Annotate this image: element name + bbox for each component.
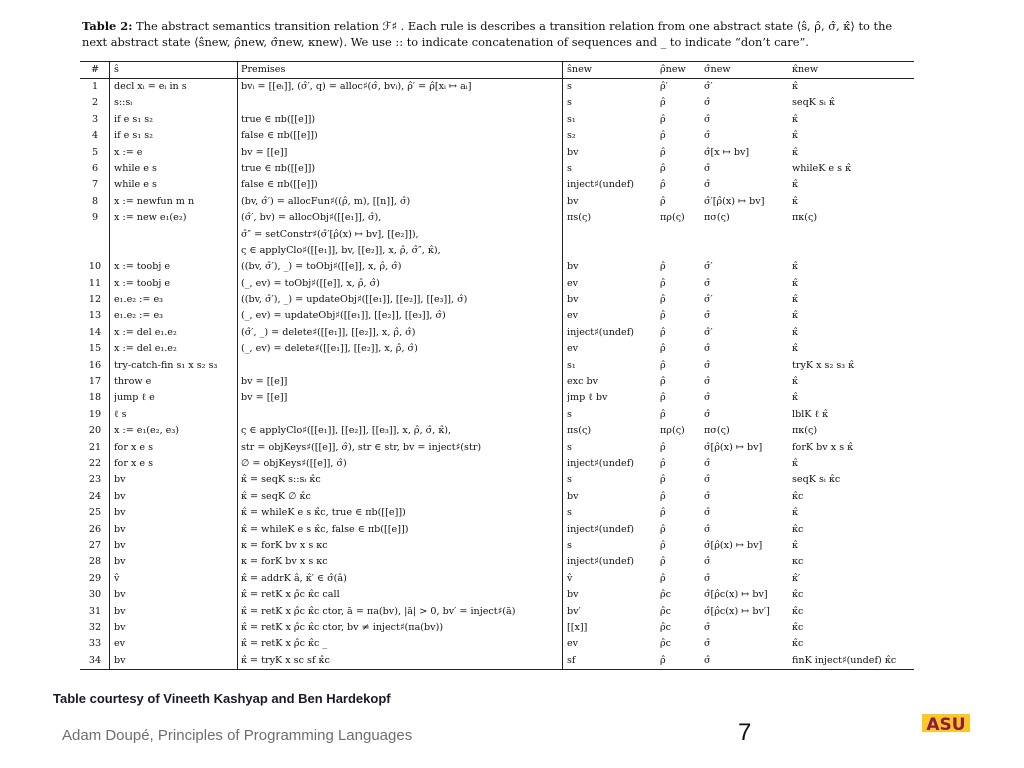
cell-env-new: ρ̂	[660, 277, 666, 289]
cell-store-new: σ̂	[704, 392, 711, 404]
cell-state-new: bv	[567, 294, 579, 306]
cell-premises: (_, ev) = toObj♯([[e]], x, ρ̂, σ̂)	[241, 277, 380, 289]
cell-state-new: bv	[567, 589, 579, 601]
cell-env-new: ρ̂	[660, 195, 666, 207]
cell-cont-new: κ̂	[792, 261, 798, 273]
cell-state: x := e	[114, 146, 143, 158]
cell-premises: true ∈ πb([[e]])	[241, 113, 316, 125]
cell-state: bv	[114, 523, 126, 535]
cell-env-new: ρ̂c	[660, 605, 672, 617]
cell-state-new: πs(ς)	[567, 425, 592, 437]
cell-cont-new: κ̂	[792, 294, 798, 306]
cell-rule-number: 27	[88, 539, 102, 551]
cell-rule-number: 33	[88, 638, 102, 650]
cell-env-new: ρ̂	[660, 507, 666, 519]
cell-env-new: πρ(ς)	[660, 212, 685, 224]
cell-cont-new: πκ(ς)	[792, 212, 818, 224]
cell-premises: ∅ = objKeys♯([[e]], σ̂)	[241, 457, 347, 469]
cell-store-new: σ̂	[704, 457, 711, 469]
table-row	[80, 79, 914, 95]
cell-premises: κ̂ = retK x ρ̂c κ̂c _	[241, 638, 328, 650]
cell-rule-number: 20	[88, 425, 102, 437]
cell-cont-new: forK bv x s κ̂	[792, 441, 854, 453]
table-row	[80, 341, 914, 357]
cell-store-new: σ̂	[704, 654, 711, 666]
table-row	[80, 407, 914, 423]
cell-env-new: ρ̂	[660, 556, 666, 568]
table-row	[80, 538, 914, 554]
cell-state: x := del e₁.e₂	[114, 326, 177, 338]
cell-store-new: σ̂[ρ̂c(x) ↦ bv′]	[704, 605, 770, 617]
cell-premises: bv = [[e]]	[241, 146, 288, 158]
cell-cont-new: κ̂	[792, 81, 798, 92]
cell-state: x := toobj e	[114, 261, 171, 273]
cell-state-new: bv′	[567, 605, 581, 617]
cell-cont-new: κ̂	[792, 179, 798, 191]
cell-env-new: ρ̂	[660, 97, 666, 109]
cell-store-new: πσ(ς)	[704, 425, 730, 437]
logo-text: ASU	[926, 715, 966, 735]
cell-rule-number: 17	[88, 376, 102, 388]
cell-premises: false ∈ πb([[e]])	[241, 179, 318, 191]
cell-state: x := new e₁(e₂)	[114, 212, 187, 224]
cell-store-new: σ̂	[704, 310, 711, 322]
cell-store-new: σ̂	[704, 130, 711, 142]
cell-env-new: πρ(ς)	[660, 425, 685, 437]
cell-env-new: ρ̂	[660, 310, 666, 322]
cell-state: bv	[114, 490, 126, 502]
cell-store-new: σ̂	[704, 572, 711, 584]
cell-premises: κ̂ = retK x ρ̂c κ̂c ctor, ā = πa(bv), |ā| > 0, bv′ = inject♯(ā)	[241, 605, 516, 617]
cell-store-new: σ̂	[704, 490, 711, 502]
cell-state: for x e s	[114, 457, 154, 469]
cell-state-new: ev	[567, 310, 579, 322]
cell-env-new: ρ̂	[660, 162, 666, 174]
asu-logo	[922, 711, 970, 735]
cell-state-new: s₂	[567, 130, 576, 142]
table-row	[80, 390, 914, 406]
cell-rule-number: 23	[88, 474, 102, 486]
cell-env-new: ρ̂′	[660, 81, 668, 92]
cell-state-new: bv	[567, 146, 579, 158]
cell-rule-number: 8	[91, 195, 99, 207]
cell-env-new: ρ̂	[660, 539, 666, 551]
table-row	[80, 145, 914, 161]
cell-state-new: inject♯(undef)	[567, 556, 634, 568]
header-state-new: ŝnew	[567, 64, 592, 75]
cell-premises: (_, ev) = updateObj♯([[e₁]], [[e₂]], [[e₃]], σ̂)	[241, 310, 446, 322]
cell-state: try-catch-fin s₁ x s₂ s₃	[114, 359, 218, 371]
cell-premises: κ̂ = whileK e s κ̂c, false ∈ πb([[e]])	[241, 523, 409, 535]
table-row	[80, 227, 914, 243]
cell-env-new: ρ̂	[660, 392, 666, 404]
cell-store-new: σ̂	[704, 179, 711, 191]
cell-premises: ς ∈ applyClo♯([[e₁]], [[e₂]], [[e₃]], x, ρ̂, σ̂, κ̂),	[241, 425, 452, 437]
cell-state: bv	[114, 507, 126, 519]
cell-state-new: ev	[567, 277, 579, 289]
table-row	[80, 161, 914, 177]
cell-rule-number: 32	[88, 621, 102, 633]
cell-state-new: s	[567, 97, 572, 109]
cell-cont-new: κc	[792, 556, 804, 568]
cell-store-new: σ̂′	[704, 261, 713, 273]
cell-env-new: ρ̂	[660, 572, 666, 584]
table-row	[80, 95, 914, 111]
cell-premises: κ = forK bv x s κc	[241, 556, 328, 568]
cell-state-new: exc bv	[567, 376, 599, 388]
table-row	[80, 636, 914, 652]
caption-text: The abstract semantics transition relation ℱ♯ . Each rule is describes a transition relation from one abstract state ⟨ŝ, ρ̂, σ̂, κ̂⟩ to the next abstract state ⟨ŝnew, ρ̂new, σ̂new, κnew⟩. We use :: to indicate concatenation of sequences and _ to indicate “don’t care”.	[82, 19, 893, 49]
cell-premises: true ∈ πb([[e]])	[241, 162, 316, 174]
cell-cont-new: κ̂	[792, 146, 798, 158]
cell-premises: str = objKeys♯([[e]], σ̂), str ∈ str, bv = inject♯(str)	[241, 441, 482, 453]
cell-cont-new: κ̂c	[792, 621, 804, 633]
cell-cont-new: κ̂	[792, 343, 798, 355]
cell-store-new: σ̂	[704, 97, 711, 109]
cell-store-new: πσ(ς)	[704, 212, 730, 224]
cell-state-new: sf	[567, 654, 576, 666]
cell-state: while e s	[114, 162, 157, 174]
cell-env-new: ρ̂	[660, 376, 666, 388]
table-row	[80, 112, 914, 128]
cell-premises: false ∈ πb([[e]])	[241, 130, 318, 142]
cell-store-new: σ̂	[704, 359, 711, 371]
cell-rule-number: 5	[91, 146, 99, 158]
cell-state: decl xᵢ = eᵢ in s	[114, 81, 187, 92]
cell-state-new: bv	[567, 261, 579, 273]
table-row	[80, 292, 914, 308]
cell-premises: κ̂ = whileK e s κ̂c, true ∈ πb([[e]])	[241, 507, 406, 519]
cell-premises: κ̂ = retK x ρ̂c κ̂c call	[241, 589, 340, 601]
cell-state-new: s	[567, 408, 572, 420]
cell-state: throw e	[114, 376, 152, 388]
cell-rule-number: 12	[88, 294, 102, 306]
cell-cont-new: κ̂′	[792, 572, 801, 584]
cell-env-new: ρ̂	[660, 130, 666, 142]
table-credit: Table courtesy of Vineeth Kashyap and Ben Hardekopf	[53, 691, 391, 706]
table-header-row	[80, 62, 914, 79]
cell-rule-number: 6	[91, 162, 99, 174]
cell-rule-number: 14	[88, 326, 102, 338]
table-row	[80, 194, 914, 210]
table-row	[80, 505, 914, 521]
cell-state-new: ev	[567, 638, 579, 650]
header-cont-new: κ̂new	[792, 64, 819, 75]
cell-state-new: s	[567, 539, 572, 551]
header-env-new: ρ̂new	[660, 64, 686, 75]
cell-premises: ((bv, σ̂′), _) = updateObj♯([[e₁]], [[e₂]], [[e₃]], σ̂)	[241, 294, 468, 306]
cell-rule-number: 11	[88, 277, 102, 289]
cell-env-new: ρ̂	[660, 654, 666, 666]
table-row	[80, 620, 914, 636]
cell-rule-number: 19	[88, 408, 102, 420]
cell-cont-new: κ̂	[792, 195, 798, 207]
cell-store-new: σ̂	[704, 638, 711, 650]
cell-store-new: σ̂	[704, 113, 711, 125]
cell-env-new: ρ̂c	[660, 621, 672, 633]
table-row	[80, 472, 914, 488]
cell-cont-new: κ̂c	[792, 638, 804, 650]
cell-cont-new: lblK ℓ κ̂	[792, 408, 829, 420]
cell-env-new: ρ̂	[660, 474, 666, 486]
header-store-new: σ̂new	[704, 64, 731, 75]
table-row	[80, 440, 914, 456]
cell-state-new: s	[567, 441, 572, 453]
cell-state-new: s	[567, 162, 572, 174]
cell-cont-new: κ̂	[792, 376, 798, 388]
cell-cont-new: πκ(ς)	[792, 425, 818, 437]
cell-premises: κ̂ = addrK â, κ̂′ ∈ σ̂(â)	[241, 572, 347, 584]
table-row	[80, 177, 914, 193]
table-row	[80, 587, 914, 603]
cell-cont-new: whileK e s κ̂	[792, 162, 852, 174]
cell-cont-new: κ̂	[792, 392, 798, 404]
cell-cont-new: finK inject♯(undef) κ̂c	[792, 654, 897, 666]
cell-env-new: ρ̂	[660, 408, 666, 420]
cell-state-new: πs(ς)	[567, 212, 592, 224]
table-row	[80, 243, 914, 259]
cell-cont-new: κ̂	[792, 326, 798, 338]
header-rule-number: #	[90, 64, 100, 75]
table-row	[80, 489, 914, 505]
cell-premises: (_, ev) = delete♯([[e₁]], [[e₂]], x, ρ̂, σ̂)	[241, 343, 418, 355]
transition-rules-table	[80, 61, 914, 670]
table-row	[80, 259, 914, 275]
cell-state: for x e s	[114, 441, 154, 453]
cell-rule-number: 13	[88, 310, 102, 322]
table-row	[80, 423, 914, 439]
cell-premises: κ̂ = seqK ∅ κ̂c	[241, 490, 311, 502]
cell-rule-number: 28	[88, 556, 102, 568]
cell-state: x := del e₁.e₂	[114, 343, 177, 355]
cell-premises: bv = [[e]]	[241, 392, 288, 404]
cell-state-new: inject♯(undef)	[567, 179, 634, 191]
footer-author: Adam Doupé, Principles of Programming Languages	[62, 727, 413, 744]
cell-env-new: ρ̂	[660, 490, 666, 502]
cell-env-new: ρ̂	[660, 179, 666, 191]
cell-state: jump ℓ e	[114, 392, 155, 404]
cell-state: if e s₁ s₂	[114, 113, 153, 125]
cell-env-new: ρ̂	[660, 261, 666, 273]
cell-cont-new: κ̂	[792, 457, 798, 469]
cell-env-new: ρ̂	[660, 294, 666, 306]
table-caption	[82, 18, 912, 50]
cell-premises: bvᵢ = [[eᵢ]], (σ̂′, q) = alloc♯(σ̂, bvᵢ), ρ̂′ = ρ̂[xᵢ ↦ aᵢ]	[241, 81, 472, 92]
table-row	[80, 325, 914, 341]
table-row	[80, 456, 914, 472]
cell-cont-new: κ̂c	[792, 523, 804, 535]
cell-store-new: σ̂	[704, 621, 711, 633]
cell-state: bv	[114, 654, 126, 666]
cell-state: x := e₁(e₂, e₃)	[114, 425, 179, 437]
cell-state: x := toobj e	[114, 277, 171, 289]
cell-cont-new: κ̂	[792, 113, 798, 125]
cell-env-new: ρ̂	[660, 359, 666, 371]
table-row	[80, 653, 914, 669]
cell-premises: κ = forK bv x s κc	[241, 539, 328, 551]
cell-rule-number: 31	[88, 605, 102, 617]
cell-store-new: σ̂	[704, 376, 711, 388]
cell-state: while e s	[114, 179, 157, 191]
cell-rule-number: 24	[88, 490, 102, 502]
cell-store-new: σ̂′	[704, 294, 713, 306]
cell-state-new: s	[567, 507, 572, 519]
cell-state-new: v̂	[567, 572, 573, 584]
cell-premises: ((bv, σ̂′), _) = toObj♯([[e]], x, ρ̂, σ̂)	[241, 261, 402, 273]
cell-cont-new: κ̂	[792, 507, 798, 519]
cell-premises: (bv, σ̂′) = allocFun♯((ρ̂, m), [[n]], σ̂)	[241, 195, 411, 207]
cell-state: bv	[114, 556, 126, 568]
cell-state-new: ev	[567, 343, 579, 355]
table-row	[80, 374, 914, 390]
cell-rule-number: 30	[88, 589, 102, 601]
page-number: 7	[738, 719, 752, 746]
cell-premises: κ̂ = retK x ρ̂c κ̂c ctor, bv ≠ inject♯(πa(bv))	[241, 621, 444, 633]
cell-rule-number: 15	[88, 343, 102, 355]
table-row	[80, 554, 914, 570]
cell-state-new: inject♯(undef)	[567, 326, 634, 338]
cell-cont-new: κ̂c	[792, 589, 804, 601]
cell-env-new: ρ̂	[660, 326, 666, 338]
cell-cont-new: κ̂	[792, 310, 798, 322]
cell-cont-new: κ̂	[792, 539, 798, 551]
cell-state-new: s₁	[567, 113, 576, 125]
table-row	[80, 308, 914, 324]
cell-state-new: jmp ℓ bv	[567, 392, 608, 404]
cell-state-new: bv	[567, 490, 579, 502]
table-row	[80, 604, 914, 620]
table-row	[80, 522, 914, 538]
cell-store-new: σ̂	[704, 556, 711, 568]
cell-rule-number: 16	[88, 359, 102, 371]
cell-cont-new: κ̂	[792, 277, 798, 289]
cell-rule-number: 25	[88, 507, 102, 519]
cell-cont-new: seqK sᵢ κ̂	[792, 97, 835, 109]
cell-env-new: ρ̂	[660, 523, 666, 535]
cell-premises: (σ̂′, bv) = allocObj♯([[e₁]], σ̂),	[241, 212, 382, 224]
header-premises: Premises	[241, 64, 286, 75]
cell-env-new: ρ̂	[660, 441, 666, 453]
cell-rule-number: 9	[91, 212, 99, 224]
cell-store-new: σ̂	[704, 507, 711, 519]
cell-store-new: σ̂[ρ̂c(x) ↦ bv]	[704, 589, 768, 601]
cell-store-new: σ̂	[704, 343, 711, 355]
cell-state-new: bv	[567, 195, 579, 207]
cell-env-new: ρ̂	[660, 113, 666, 125]
cell-state: s::sᵢ	[114, 97, 133, 109]
cell-rule-number: 7	[91, 179, 99, 191]
cell-state-new: inject♯(undef)	[567, 523, 634, 535]
cell-rule-number: 34	[88, 654, 102, 666]
cell-store-new: σ̂	[704, 277, 711, 289]
cell-premises: σ̂″ = setConstr♯(σ̂′[ρ̂(x) ↦ bv], [[e₂]]),	[241, 228, 419, 240]
cell-cont-new: κ̂	[792, 130, 798, 142]
cell-state: e₁.e₂ := e₃	[114, 310, 163, 322]
cell-env-new: ρ̂	[660, 146, 666, 158]
cell-state: ℓ s	[114, 408, 127, 420]
cell-rule-number: 4	[91, 130, 99, 142]
cell-cont-new: tryK x s₂ s₃ κ̂	[792, 359, 855, 371]
cell-rule-number: 3	[91, 113, 99, 125]
cell-cont-new: κ̂c	[792, 605, 804, 617]
table-row	[80, 571, 914, 587]
cell-rule-number: 29	[88, 572, 102, 584]
header-state: ŝ	[114, 64, 119, 75]
cell-rule-number: 1	[91, 81, 99, 92]
cell-rule-number: 10	[88, 261, 102, 273]
table-row	[80, 128, 914, 144]
table-row	[80, 358, 914, 374]
cell-rule-number: 22	[88, 457, 102, 469]
cell-premises: κ̂ = tryK x sc sf κ̂c	[241, 654, 330, 666]
cell-store-new: σ̂	[704, 474, 711, 486]
cell-state: if e s₁ s₂	[114, 130, 153, 142]
cell-premises: κ̂ = seqK s::sᵢ κ̂c	[241, 474, 321, 486]
cell-state: bv	[114, 539, 126, 551]
cell-store-new: σ̂[ρ̂(x) ↦ bv]	[704, 441, 763, 453]
cell-store-new: σ̂′	[704, 81, 713, 92]
cell-rule-number: 18	[88, 392, 102, 404]
caption-label: Table 2:	[82, 19, 133, 33]
cell-store-new: σ̂	[704, 523, 711, 535]
cell-state: bv	[114, 621, 126, 633]
cell-premises: ς ∈ applyClo♯([[e₁]], bv, [[e₂]], x, ρ̂, σ̂″, κ̂),	[241, 244, 441, 256]
cell-env-new: ρ̂	[660, 457, 666, 469]
cell-store-new: σ̂′[ρ̂(x) ↦ bv]	[704, 195, 765, 207]
cell-premises: (σ̂′, _) = delete♯([[e₁]], [[e₂]], x, ρ̂, σ̂)	[241, 326, 416, 338]
cell-state: e₁.e₂ := e₃	[114, 294, 163, 306]
cell-store-new: σ̂[ρ̂(x) ↦ bv]	[704, 539, 763, 551]
cell-state-new: inject♯(undef)	[567, 457, 634, 469]
cell-store-new: σ̂′	[704, 326, 713, 338]
cell-rule-number: 21	[88, 441, 102, 453]
cell-state-new: s₁	[567, 359, 576, 371]
cell-cont-new: seqK sᵢ κ̂c	[792, 474, 841, 486]
cell-rule-number: 2	[91, 97, 99, 109]
cell-state: bv	[114, 605, 126, 617]
cell-state: v̂	[114, 572, 120, 584]
table-row	[80, 276, 914, 292]
cell-state-new: [[x]]	[567, 621, 588, 633]
cell-state: ev	[114, 638, 126, 650]
cell-state: bv	[114, 589, 126, 601]
cell-cont-new: κ̂c	[792, 490, 804, 502]
cell-premises: bv = [[e]]	[241, 376, 288, 388]
cell-env-new: ρ̂	[660, 343, 666, 355]
cell-state-new: s	[567, 474, 572, 486]
cell-state: bv	[114, 474, 126, 486]
cell-store-new: σ̂	[704, 408, 711, 420]
cell-state: x := newfun m n	[114, 195, 195, 207]
cell-store-new: σ̂	[704, 162, 711, 174]
cell-state-new: s	[567, 81, 572, 92]
cell-env-new: ρ̂c	[660, 638, 672, 650]
cell-env-new: ρ̂c	[660, 589, 672, 601]
table-row	[80, 210, 914, 226]
cell-store-new: σ̂[x ↦ bv]	[704, 146, 750, 158]
cell-rule-number: 26	[88, 523, 102, 535]
